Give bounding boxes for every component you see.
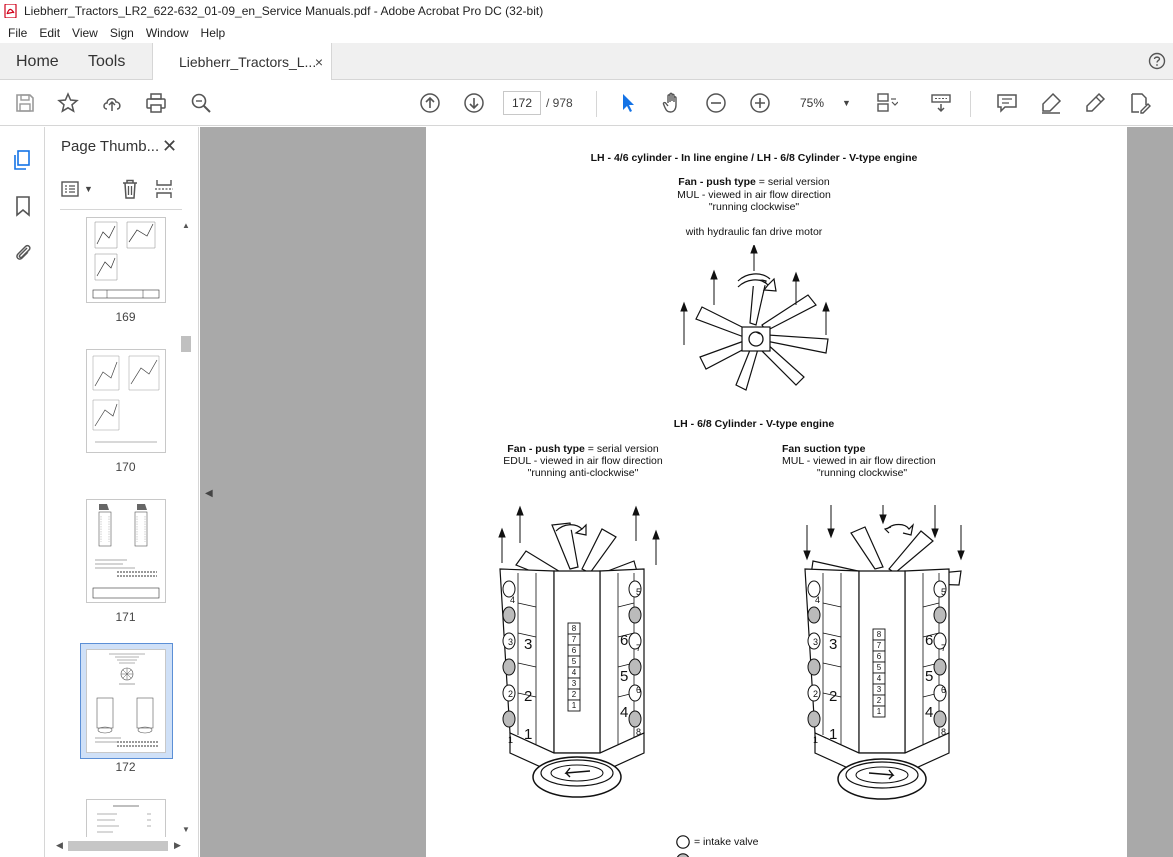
- zoom-value: 75%: [800, 96, 825, 110]
- delete-pages-button[interactable]: [120, 177, 140, 201]
- split-pages-button[interactable]: [154, 177, 174, 201]
- thumbnail-label-171: 171: [115, 610, 136, 624]
- bookmark-icon: [12, 195, 34, 217]
- menu-file[interactable]: File: [8, 25, 28, 40]
- firing-order-number: 6: [571, 646, 577, 655]
- page-preview-image: [87, 218, 165, 302]
- mid-heading: LH - 6/8 Cylinder - V-type engine: [673, 418, 835, 430]
- comment-icon: [995, 91, 1019, 115]
- top-fan-type: Fan - push type: [678, 176, 756, 188]
- next-page-button[interactable]: [461, 90, 487, 116]
- page-fit-icon: [874, 91, 898, 115]
- firing-order-number: 4: [571, 668, 577, 677]
- pdf-page: [426, 127, 1127, 857]
- thumbnail-options-button[interactable]: [60, 177, 93, 201]
- firing-order-number: 5: [876, 663, 882, 672]
- left-fan-line2: EDUL - viewed in air flow direction: [503, 455, 663, 467]
- page-thumbnails-button[interactable]: [10, 147, 36, 173]
- thumbnail-page-172[interactable]: [86, 649, 166, 753]
- highlight-button[interactable]: [1038, 90, 1064, 116]
- fill-sign-button[interactable]: [1126, 90, 1152, 116]
- zoom-out-button[interactable]: [703, 90, 729, 116]
- firing-order-number: 8: [876, 630, 882, 639]
- cylinder-number: 6: [636, 685, 642, 695]
- cylinder-number: 3: [524, 636, 533, 653]
- paperclip-icon: [12, 241, 34, 263]
- select-tool-button[interactable]: [615, 90, 641, 116]
- firing-order-number: 7: [571, 635, 577, 644]
- toolbar: [0, 80, 1173, 126]
- thumbnail-page-169[interactable]: [86, 217, 166, 303]
- cylinder-number: 5: [941, 587, 947, 597]
- firing-order-number: 4: [876, 674, 882, 683]
- toolbar-separator: [970, 91, 971, 117]
- right-fan-line3: "running clockwise": [816, 467, 908, 479]
- cylinder-number: 2: [829, 688, 838, 705]
- cylinder-number: 6: [620, 632, 629, 649]
- save-button[interactable]: [12, 90, 38, 116]
- firing-order-number: 6: [876, 652, 882, 661]
- cylinder-number: 4: [510, 595, 516, 605]
- tab-document-label: Liebherr_Tractors_L...: [179, 54, 317, 70]
- hand-icon: [660, 91, 684, 115]
- page-thumbnails-icon: [12, 149, 34, 171]
- firing-order-number: 3: [571, 679, 577, 688]
- page-preview-image: [87, 800, 165, 837]
- left-fan-line3: "running anti-clockwise": [527, 467, 639, 479]
- cylinder-number: 5: [620, 668, 629, 685]
- close-panel-icon[interactable]: ✕: [162, 136, 178, 156]
- fan-clockwise-diagram: [666, 245, 836, 395]
- title-bar: [0, 0, 1173, 22]
- thumbnail-page-173[interactable]: [86, 799, 166, 837]
- arrow-down-circle-icon: [462, 91, 486, 115]
- top-fan-line4: with hydraulic fan drive motor: [685, 226, 823, 238]
- tab-tools[interactable]: Tools: [88, 52, 126, 70]
- cylinder-number: 4: [620, 704, 629, 721]
- menu-view[interactable]: View: [72, 25, 98, 40]
- page-total: / 978: [546, 96, 573, 110]
- cylinder-number: 1: [524, 726, 533, 743]
- top-fan-line3: "running clockwise": [708, 201, 800, 213]
- search-zoom-icon: [189, 91, 213, 115]
- cylinder-number: 6: [941, 685, 947, 695]
- cylinder-number: 2: [813, 689, 819, 699]
- collapse-panel-icon[interactable]: ◀: [205, 488, 213, 499]
- acrobat-app-icon: [4, 4, 18, 18]
- save-icon: [13, 91, 37, 115]
- cylinder-number: 6: [925, 632, 934, 649]
- thumbnail-list: [46, 217, 179, 837]
- tab-document[interactable]: [152, 43, 332, 81]
- cylinder-number: 3: [813, 637, 819, 647]
- cloud-upload-icon: [100, 91, 124, 115]
- menu-edit[interactable]: Edit: [39, 25, 61, 40]
- cylinder-number: 8: [636, 727, 642, 737]
- thumbnail-label-170: 170: [115, 460, 136, 474]
- firing-order-number: 3: [876, 685, 882, 694]
- pen-draw-icon: [1083, 91, 1107, 115]
- window-title: Liebherr_Tractors_LR2_622-632_01-09_en_Service Manuals.pdf - Adobe Acrobat Pro DC (32-bit): [24, 4, 544, 18]
- draw-button[interactable]: [1082, 90, 1108, 116]
- right-fan-line1: Fan suction type: [782, 443, 866, 455]
- document-scroll-gutter: [1127, 127, 1173, 857]
- page-preview-image: [87, 500, 165, 602]
- legend-intake-valve: = intake valve: [694, 836, 759, 848]
- v-engine-anticlockwise-diagram: [496, 503, 666, 807]
- firing-order-number: 2: [876, 696, 882, 705]
- page-heading: LH - 4/6 cylinder - In line engine / LH - 6/8 Cylinder - V-type engine: [590, 152, 918, 164]
- top-fan-line1: [426, 176, 1082, 189]
- star-icon: [56, 91, 80, 115]
- bookmark-star-button[interactable]: [55, 90, 81, 116]
- left-fan-line1: [488, 443, 678, 456]
- menu-window[interactable]: Window: [145, 25, 189, 40]
- navigation-rail: [0, 127, 45, 857]
- attachments-button[interactable]: [10, 239, 36, 265]
- scroll-up-icon[interactable]: ▲: [182, 221, 190, 230]
- scroll-mode-icon: [929, 91, 953, 115]
- cylinder-number: 7: [636, 643, 642, 653]
- thumbnail-vertical-scrollbar[interactable]: [179, 219, 193, 839]
- firing-order-number: 8: [571, 624, 577, 633]
- scroll-down-icon[interactable]: ▼: [182, 825, 190, 834]
- cylinder-number: 5: [925, 668, 934, 685]
- close-tab-icon[interactable]: ×: [314, 54, 323, 70]
- top-fan-line2: MUL - viewed in air flow direction: [677, 189, 831, 201]
- printer-icon: [144, 91, 168, 115]
- thumbnail-label-172: 172: [115, 760, 136, 774]
- comment-button[interactable]: [994, 90, 1020, 116]
- cylinder-number: 1: [508, 735, 514, 745]
- zoom-select[interactable]: [790, 91, 854, 115]
- zoom-in-button[interactable]: [747, 90, 773, 116]
- scroll-left-icon[interactable]: ◀: [56, 840, 63, 850]
- chevron-down-icon: ▼: [84, 184, 93, 194]
- firing-order-number: 5: [571, 657, 577, 666]
- page-number-input[interactable]: [503, 91, 541, 115]
- firing-order-number: 2: [571, 690, 577, 699]
- menu-sign[interactable]: Sign: [109, 25, 134, 40]
- intake-valve-legend-icon: [675, 834, 691, 850]
- cylinder-number: 2: [524, 688, 533, 705]
- cylinder-number: 3: [829, 636, 838, 653]
- cylinder-number: 8: [941, 727, 947, 737]
- plus-circle-icon: [748, 91, 772, 115]
- print-button[interactable]: [143, 90, 169, 116]
- menu-help[interactable]: Help: [200, 25, 226, 40]
- split-icon: [154, 178, 174, 200]
- tab-home[interactable]: Home: [16, 52, 59, 70]
- menu-bar: [0, 22, 1173, 43]
- exhaust-valve-legend-icon: [675, 852, 691, 857]
- thumbnail-label-169: 169: [115, 310, 136, 324]
- firing-order-number: 1: [876, 707, 882, 716]
- scrollbar-thumb[interactable]: [68, 841, 168, 851]
- page-preview-image: [87, 350, 165, 452]
- arrow-up-circle-icon: [418, 91, 442, 115]
- left-fan-version: = serial version: [584, 443, 659, 455]
- top-fan-version: = serial version: [755, 176, 830, 188]
- cylinder-number: 1: [829, 726, 838, 743]
- minus-circle-icon: [704, 91, 728, 115]
- toolbar-separator: [596, 91, 597, 117]
- cursor-arrow-icon: [616, 91, 640, 115]
- left-fan-type: Fan - push type: [507, 443, 585, 455]
- cylinder-number: 5: [636, 587, 642, 597]
- fill-sign-icon: [1127, 91, 1151, 115]
- cylinder-number: 1: [813, 735, 819, 745]
- cylinder-number: 2: [508, 689, 514, 699]
- options-list-icon: [60, 179, 80, 199]
- tab-bar: [0, 43, 1173, 80]
- firing-order-number: 1: [571, 701, 577, 710]
- firing-order-number: 7: [876, 641, 882, 650]
- thumbnail-horizontal-scrollbar[interactable]: [54, 839, 184, 853]
- page-display-button[interactable]: [873, 90, 899, 116]
- find-button[interactable]: [188, 90, 214, 116]
- page-preview-image: [87, 650, 165, 752]
- highlighter-icon: [1039, 91, 1063, 115]
- upload-button[interactable]: [99, 90, 125, 116]
- cylinder-number: 3: [508, 637, 514, 647]
- page-thumbnails-panel: [46, 127, 199, 857]
- cylinder-number: 4: [925, 704, 934, 721]
- bookmarks-button[interactable]: [10, 193, 36, 219]
- scroll-right-icon[interactable]: ▶: [174, 840, 181, 850]
- previous-page-button[interactable]: [417, 90, 443, 116]
- hand-tool-button[interactable]: [659, 90, 685, 116]
- scrolling-mode-button[interactable]: [928, 90, 954, 116]
- panel-title: Page Thumb...: [61, 138, 160, 155]
- trash-icon: [120, 178, 140, 200]
- chevron-down-icon: ▼: [842, 98, 851, 108]
- scrollbar-thumb[interactable]: [181, 336, 191, 352]
- help-icon[interactable]: [1148, 52, 1166, 70]
- thumbnail-page-171[interactable]: [86, 499, 166, 603]
- panel-separator: [60, 209, 182, 210]
- cylinder-number: 7: [941, 643, 947, 653]
- thumbnail-page-170[interactable]: [86, 349, 166, 453]
- v-engine-suction-clockwise-diagram: [801, 503, 971, 807]
- right-fan-line2: MUL - viewed in air flow direction: [782, 455, 936, 467]
- cylinder-number: 4: [815, 595, 821, 605]
